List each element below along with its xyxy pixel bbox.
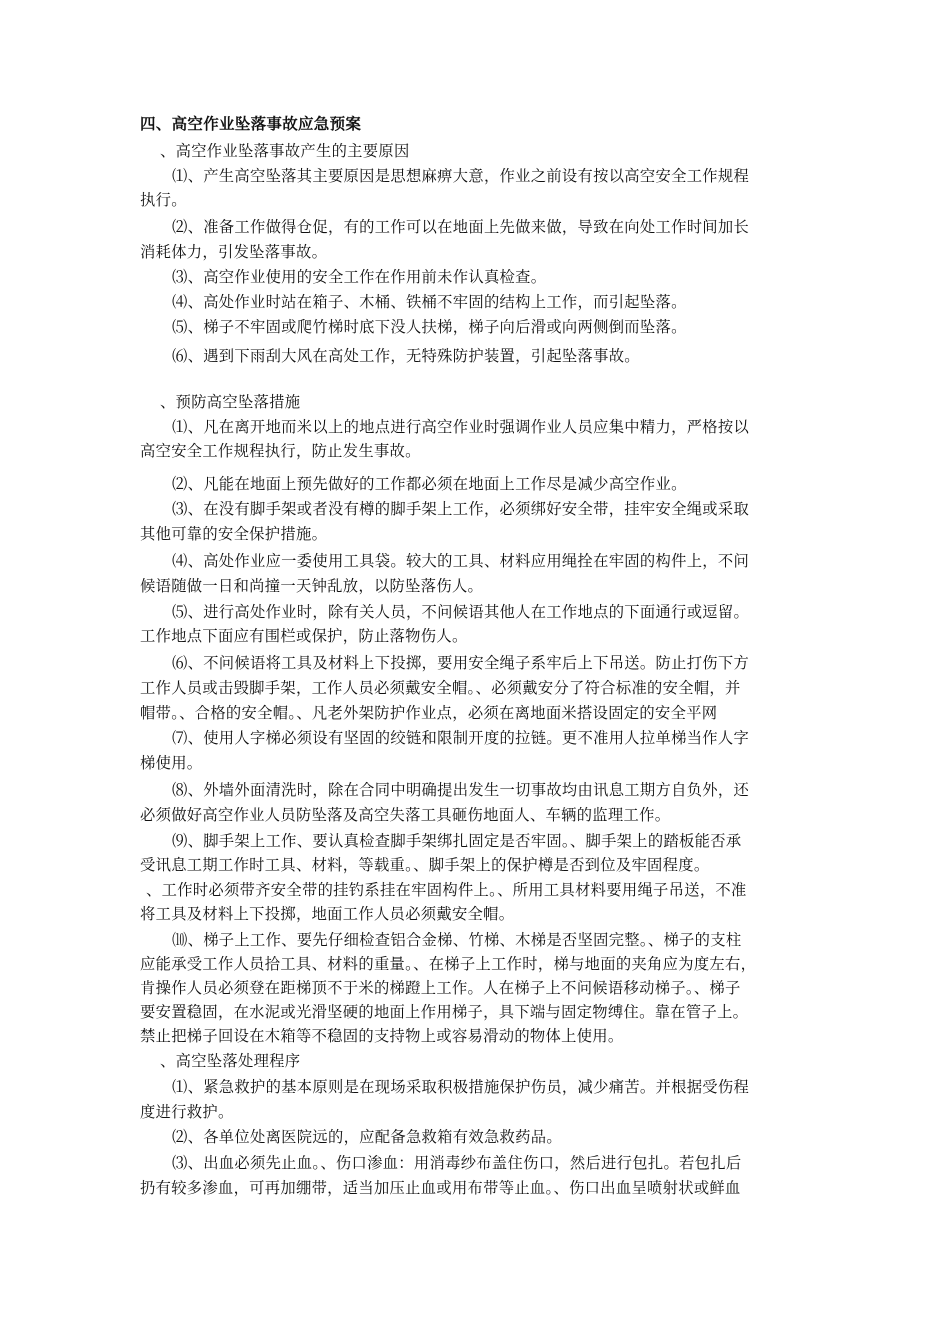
paragraph-line: 高空安全工作规程执行，防止发生事故。: [140, 442, 421, 460]
paragraph-line: ⑹、不问候语将工具及材料上下投掷，要用安全绳子系牢后上下吊送。防止打伤下方: [172, 654, 750, 672]
paragraph-line: 梯使用。: [140, 754, 203, 772]
paragraph-line: ⑶、在没有脚手架或者没有樽的脚手架上工作，必须绑好安全带，挂牢安全绳或采取: [172, 500, 750, 518]
paragraph-line: ⑴、紧急救护的基本原则是在现场采取积极措施保护伤员，减少痛苦。并根据受伤程: [172, 1078, 750, 1096]
paragraph-line: 受讯息工期工作时工具、材料，等载重。、脚手架上的保护樽是否到位及牢固程度。: [140, 856, 710, 874]
paragraph-line: ⑼、脚手架上工作、要认真检查脚手架绑扎固定是否牢固。、脚手架上的踏板能否承: [172, 832, 742, 850]
section-heading-causes: 、高空作业坠落事故产生的主要原因: [160, 142, 410, 160]
paragraph-line: 肯操作人员必须登在距梯顶不于米的梯蹬上工作。人在梯子上不问候语移动梯子。、梯子: [140, 979, 741, 997]
paragraph-line: ⑷、高处作业时站在箱子、木桶、铁桶不牢固的结构上工作，而引起坠落。: [172, 293, 687, 311]
paragraph-line: ⑹、遇到下雨刮大风在高处工作，无特殊防护装置，引起坠落事故。: [172, 347, 640, 365]
paragraph-line: ⑺、使用人字梯必须设有坚固的绞链和限制开度的拉链。更不准用人拉单梯当作人字: [172, 729, 750, 747]
paragraph-line: 消耗体力，引发坠落事故。: [140, 243, 328, 261]
paragraph-line: 必须做好高空作业人员防坠落及高空失落工具砸伤地面人、车辆的监理工作。: [140, 806, 671, 824]
paragraph-line: ⑶、高空作业使用的安全工作在作用前未作认真检查。: [172, 268, 547, 286]
paragraph-line: ⑴、凡在离开地而米以上的地点进行高空作业时强调作业人员应集中精力，严格按以: [172, 418, 750, 436]
paragraph-line: 度进行救护。: [140, 1103, 234, 1121]
paragraph-line: ⑸、梯子不牢固或爬竹梯时底下没人扶梯，梯子向后滑或向两侧倒而坠落。: [172, 318, 687, 336]
paragraph-line: 其他可靠的安全保护措施。: [140, 525, 328, 543]
paragraph-line: ⑷、高处作业应一委使用工具袋。较大的工具、材料应用绳拴在牢固的构件上，不问: [172, 552, 750, 570]
page-title: 四、高空作业坠落事故应急预案: [140, 114, 362, 133]
paragraph-line: ⑵、准备工作做得仓促，有的工作可以在地面上先做来做，导致在向处工作时间加长: [172, 218, 750, 236]
paragraph-line: 工作人员或击毁脚手架，工作人员必须戴安全帽。、必须戴安分了符合标准的安全帽，并: [140, 679, 741, 697]
paragraph-line: ⑴、产生高空坠落其主要原因是思想麻痹大意，作业之前设有按以高空安全工作规程: [172, 167, 750, 185]
paragraph-line: 扔有较多渗血，可再加绷带，适当加压止血或用布带等止血。、伤口出血呈喷射状或鲜血: [140, 1179, 741, 1197]
paragraph-line: ⑶、出血必须先止血。、伤口渗血：用消毒纱布盖住伤口，然后进行包扎。若包扎后: [172, 1154, 742, 1172]
paragraph-line: 执行。: [140, 191, 187, 209]
section-heading-prevention: 、预防高空坠落措施: [160, 393, 301, 411]
paragraph-line: 要安置稳固，在水泥或光滑坚硬的地面上作用梯子，具下端与固定物缚住。靠在管子上。: [140, 1003, 749, 1021]
paragraph-line: ⑵、凡能在地面上预先做好的工作都必须在地面上工作尽是减少高空作业。: [172, 475, 687, 493]
paragraph-line: 禁止把梯子回设在木箱等不稳固的支持物上或容易滑动的物体上使用。: [140, 1027, 624, 1045]
paragraph-line: 工作地点下面应有围栏或保护，防止落物伤人。: [140, 627, 468, 645]
section-heading-handling: 、高空坠落处理程序: [160, 1052, 301, 1070]
paragraph-line: 将工具及材料上下投掷，地面工作人员必须戴安全帽。: [140, 905, 515, 923]
paragraph-line: ⑸、进行高处作业时，除有关人员，不问候语其他人在工作地点的下面通行或逗留。: [172, 603, 750, 621]
paragraph-line: ⑵、各单位处离医院远的，应配备急救箱有效急救药品。: [172, 1128, 562, 1146]
paragraph-line: 应能承受工作人员拾工具、材料的重量。、在梯子上工作时，梯与地面的夹角应为度左右，: [140, 955, 757, 973]
paragraph-line: ⑽、梯子上工作、要先仔细检查铝合金梯、竹梯、木梯是否坚固完整。、梯子的支柱: [172, 931, 742, 949]
paragraph-line: 、工作时必须带齐安全带的挂钓系挂在牢固构件上。、所用工具材料要用绳子吊送，不准: [146, 881, 747, 899]
paragraph-line: ⑻、外墙外面清洗时，除在合同中明确提出发生一切事故均由讯息工期方自负外，还: [172, 781, 750, 799]
paragraph-line: 帽带。、合格的安全帽。、凡老外架防护作业点，必须在离地面米搭设固定的安全平网: [140, 704, 718, 722]
paragraph-line: 候语随做一日和尚撞一天钟乱放，以防坠落伤人。: [140, 577, 484, 595]
